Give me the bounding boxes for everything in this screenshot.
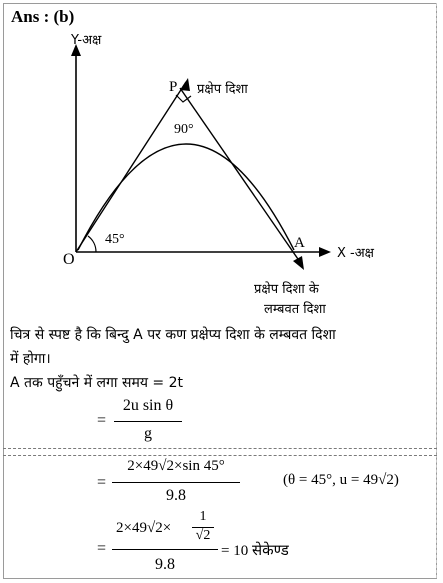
- eq2-denominator: 9.8: [166, 487, 186, 504]
- section-divider-2: [3, 455, 437, 456]
- launch-angle-label: 45°: [105, 232, 125, 247]
- perpendicular-label-line2: लम्बवत दिशा: [264, 302, 326, 317]
- eq2-condition: (θ = 45°, u = 49√2): [283, 472, 399, 488]
- eq2-fraction-bar: [112, 482, 240, 483]
- point-p-label: P: [169, 79, 178, 95]
- launch-angle-arc: [88, 236, 96, 252]
- eq3-equals: =: [97, 540, 107, 557]
- y-axis-label: Y-अक्ष: [71, 33, 102, 48]
- eq1-denominator: g: [144, 425, 152, 442]
- right-angle-label: 90°: [174, 122, 194, 137]
- solution-line-3: A तक पहुँचने में लगा समय = 2t: [10, 375, 183, 391]
- eq1-fraction-bar: [114, 421, 182, 422]
- perpendicular-arrowhead: [293, 256, 304, 270]
- eq3-inner-denominator: √2: [195, 528, 211, 543]
- perpendicular-line: [180, 88, 300, 262]
- eq3-result: = 10 सेकेण्ड: [221, 543, 289, 559]
- eq2-equals: =: [97, 474, 107, 491]
- answer-label: Ans : (b): [11, 7, 75, 26]
- eq3-denominator: 9.8: [155, 556, 175, 573]
- x-axis-label: X -अक्ष: [337, 246, 374, 261]
- eq3-fraction-bar: [112, 549, 218, 550]
- projection-line: [76, 82, 186, 252]
- eq3-inner-numerator: 1: [199, 509, 207, 524]
- eq1-equals: =: [97, 412, 107, 429]
- x-axis-arrowhead: [319, 247, 331, 257]
- origin-label: O: [63, 251, 75, 268]
- eq2-numerator: 2×49√2×sin 45°: [127, 458, 225, 474]
- eq1-numerator: 2u sin θ: [122, 397, 174, 414]
- point-a-label: A: [294, 235, 305, 251]
- solution-line-1: चित्र से स्पष्ट है कि बिन्दु A पर कण प्रक्षेप्य दिशा के लम्बवत दिशा: [10, 327, 336, 343]
- eq3-numerator-left: 2×49√2×: [116, 520, 172, 536]
- perpendicular-label-line1: प्रक्षेप दिशा के: [254, 282, 319, 297]
- solution-line-2: में होगा।: [10, 351, 51, 367]
- projection-direction-label: प्रक्षेप दिशा: [197, 82, 248, 97]
- section-divider: [3, 448, 437, 449]
